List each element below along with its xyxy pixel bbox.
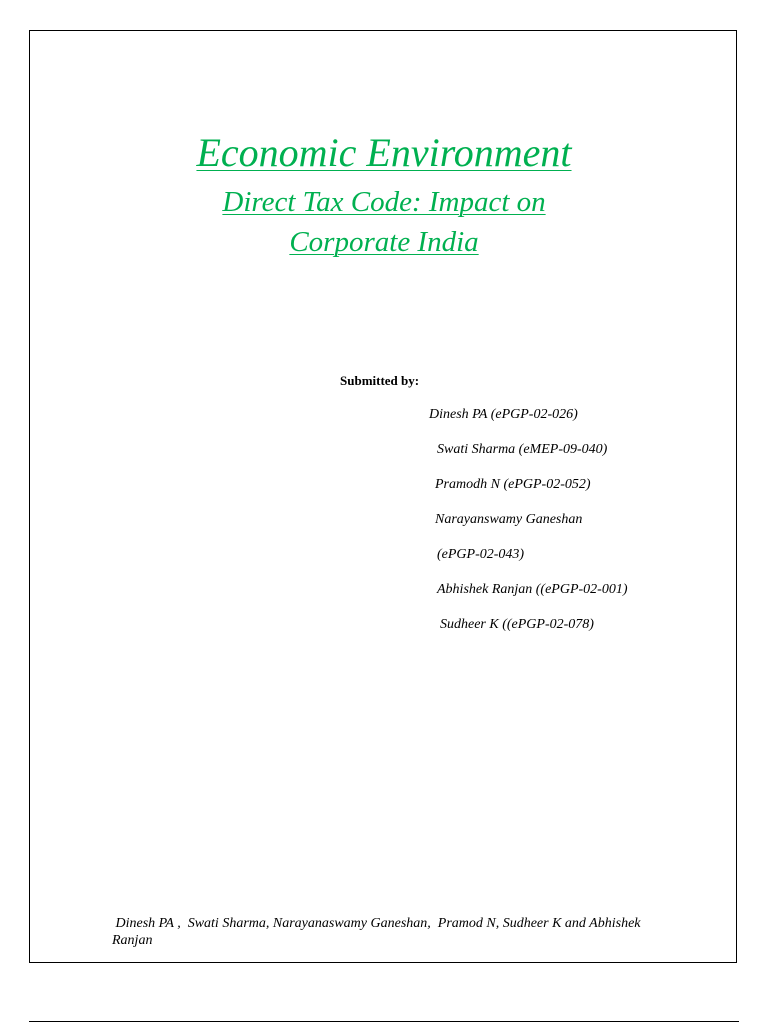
- document-subtitle: [0, 182, 768, 262]
- subtitle-line-2: Corporate India: [289, 226, 479, 258]
- author-entry: Narayanswamy Ganeshan: [435, 512, 583, 527]
- author-entry: (ePGP-02-043): [437, 547, 525, 562]
- submitted-by-label: Submitted by:: [340, 373, 420, 388]
- subtitle-line-1: Direct Tax Code: Impact on: [222, 186, 546, 218]
- author-entry: Sudheer K ((ePGP-02-078): [440, 617, 594, 632]
- author-entry: Abhishek Ranjan ((ePGP-02-001): [437, 582, 628, 597]
- footer-authors: Dinesh PA , Swati Sharma, Narayanaswamy Ganeshan, Pramod N, Sudheer K and Abhishek Ranjan: [112, 916, 644, 948]
- author-entry: Swati Sharma (eMEP-09-040): [437, 442, 608, 457]
- document-title: Economic Environment: [196, 130, 572, 175]
- author-entry: Pramodh N (ePGP-02-052): [435, 477, 591, 492]
- page-divider: [29, 1021, 739, 1022]
- author-entry: Dinesh PA (ePGP-02-026): [429, 407, 578, 422]
